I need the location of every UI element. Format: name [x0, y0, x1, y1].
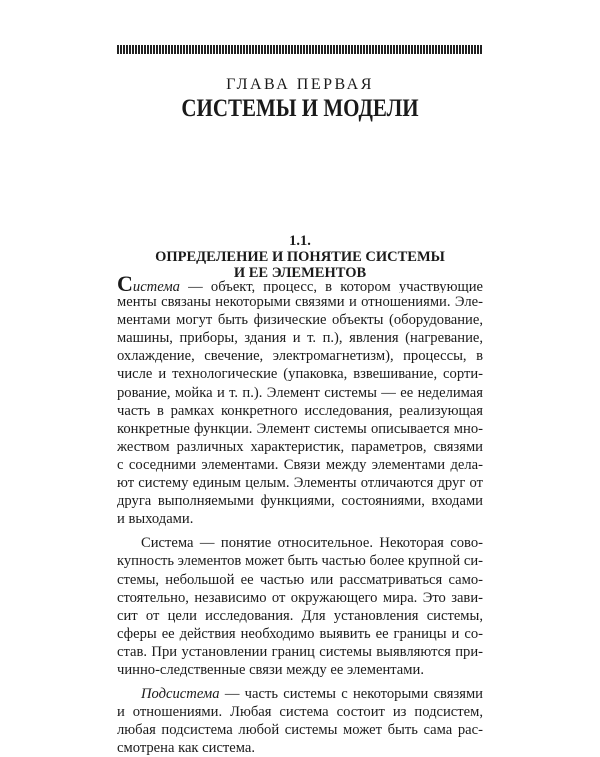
- section-number: 1.1.: [289, 233, 311, 249]
- chapter-ornament-bar: [117, 45, 483, 54]
- paragraph-1-line-11: с соседними элементами. Связи между элементами дела-: [117, 456, 483, 473]
- body-text: [117, 275, 483, 757]
- paragraph-1-line-12: ют систему единым целым. Элементы отличаются друг от: [117, 475, 483, 492]
- term-podsistema: Подсистема: [141, 686, 220, 703]
- section-heading: [117, 233, 483, 281]
- paragraph-1-line-5: охлаждение, свечение, электромагнетизм), процессы, в: [117, 348, 483, 365]
- section-title-line-1: ОПРЕДЕЛЕНИЕ И ПОНЯТИЕ СИСТЕМЫ: [155, 249, 445, 265]
- paragraph-3-line-1: [117, 685, 483, 703]
- paragraph-2-line-8: чинно-следственные связи между ее элементами.: [117, 661, 424, 678]
- paragraph-1: [117, 275, 483, 528]
- paragraph-2-line-2: купность элементов может быть частью более крупной си-: [117, 553, 483, 570]
- paragraph-2-line-7: став. При установлении границ системы выявляются при-: [117, 643, 483, 660]
- paragraph-3-line-3: любая подсистема любой системы может быть сама рас-: [117, 722, 483, 739]
- paragraph-1-line-9: конкретные функции. Элемент системы описывается мно-: [117, 420, 483, 437]
- paragraph-1-line-14: и выходами.: [117, 511, 194, 528]
- paragraph-3-line-2: и отношениями. Любая система состоит из подсистем,: [117, 704, 483, 721]
- chapter-label: ГЛАВА ПЕРВАЯ: [226, 76, 374, 93]
- paragraph-2-line-1: Система — понятие относительное. Некоторая сово-: [141, 535, 483, 552]
- paragraph-2-line-5: сит от цели исследования. Для установления системы,: [117, 607, 483, 624]
- paragraph-3-line-1-tail: — часть системы с некоторыми связями: [219, 686, 483, 703]
- paragraph-1-line-2: менты связаны некоторыми связями и отношениями. Эле-: [117, 294, 483, 311]
- paragraph-2-line-3: стемы, небольшой ее частью или рассматриваться само-: [117, 571, 483, 588]
- paragraph-1-line-1-tail: — объект, процесс, в котором участвующие: [188, 279, 483, 294]
- paragraph-1-line-1: [117, 275, 483, 293]
- section-title-line-2: И ЕЕ ЭЛЕМЕНТОВ: [233, 265, 367, 281]
- paragraph-3-line-4: смотрена как система.: [117, 740, 256, 757]
- paragraph-2-line-6: сферы ее действия необходимо выявить ее границы и со-: [117, 625, 483, 642]
- paragraph-1-line-13: друга выполняемыми функциями, состояниями, входами: [117, 493, 483, 510]
- dropcap-letter: С: [117, 275, 133, 294]
- paragraph-1-line-6: числе и технологические (упаковка, взвешивание, сорти-: [117, 366, 483, 383]
- paragraph-3: [117, 685, 483, 757]
- paragraph-1-line-7: рование, мойка и т. п.). Элемент системы — ее неделимая: [117, 384, 483, 401]
- chapter-title: СИСТЕМЫ И МОДЕЛИ: [181, 95, 419, 122]
- paragraph-2-line-4: стоятельно, независимо от окружающего мира. Это зави-: [117, 589, 483, 606]
- paragraph-1-line-8: часть в рамках конкретного исследования, реализующая: [117, 402, 483, 419]
- paragraph-1-line-10: жеством различных характеристик, параметров, связями: [117, 438, 483, 455]
- paragraph-1-line-3: ментами могут быть физические объекты (оборудование,: [117, 312, 483, 329]
- term-sistema: истема: [132, 279, 180, 294]
- paragraph-1-line-4: машины, приборы, здания и т. п.), явления (нагревание,: [117, 330, 483, 347]
- paragraph-2: [117, 534, 483, 679]
